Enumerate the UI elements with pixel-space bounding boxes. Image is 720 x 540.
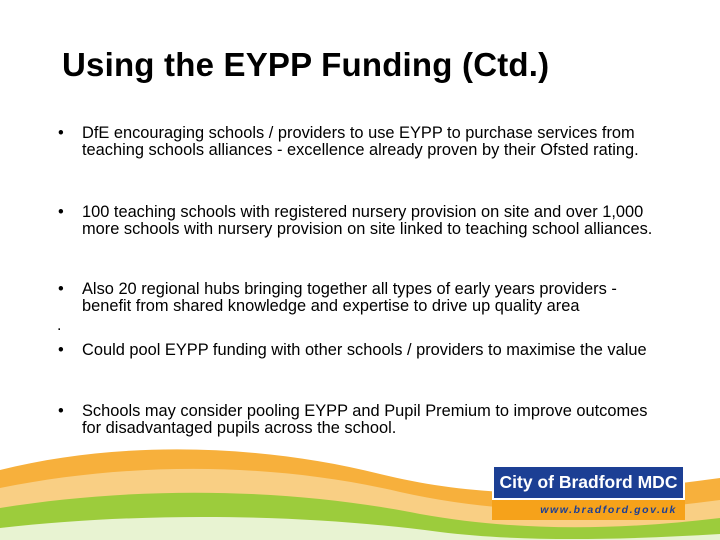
bullet-dot: • xyxy=(58,280,64,298)
bullet-dot: • xyxy=(58,203,64,221)
bullet-dot: • xyxy=(58,402,64,420)
slide-title: Using the EYPP Funding (Ctd.) xyxy=(62,46,550,83)
bradford-logo xyxy=(492,465,685,521)
bullet-dot: • xyxy=(58,124,64,142)
bullet-text: Could pool EYPP funding with other schools / providers to maximise the value xyxy=(82,341,647,359)
bullet-text: 100 teaching schools with registered nursery provision on site and over 1,000 more schools with nursery provision on site linked to teaching school alliances. xyxy=(82,203,653,238)
logo-url: www.bradford.gov.uk xyxy=(492,500,685,520)
bullet-text: Also 20 regional hubs bringing together all types of early years providers - benefit from shared knowledge and expertise to drive up quality area xyxy=(82,280,617,315)
logo-name: City of Bradford MDC xyxy=(492,465,685,500)
bullet-dot: • xyxy=(58,341,64,359)
stray-period: . xyxy=(57,317,62,334)
bullet-text: Schools may consider pooling EYPP and Pupil Premium to improve outcomes for disadvantaged pupils across the school. xyxy=(82,402,648,437)
bullet-text: DfE encouraging schools / providers to use EYPP to purchase services from teaching schools alliances - excellence already proven by their Ofsted rating. xyxy=(82,124,639,159)
